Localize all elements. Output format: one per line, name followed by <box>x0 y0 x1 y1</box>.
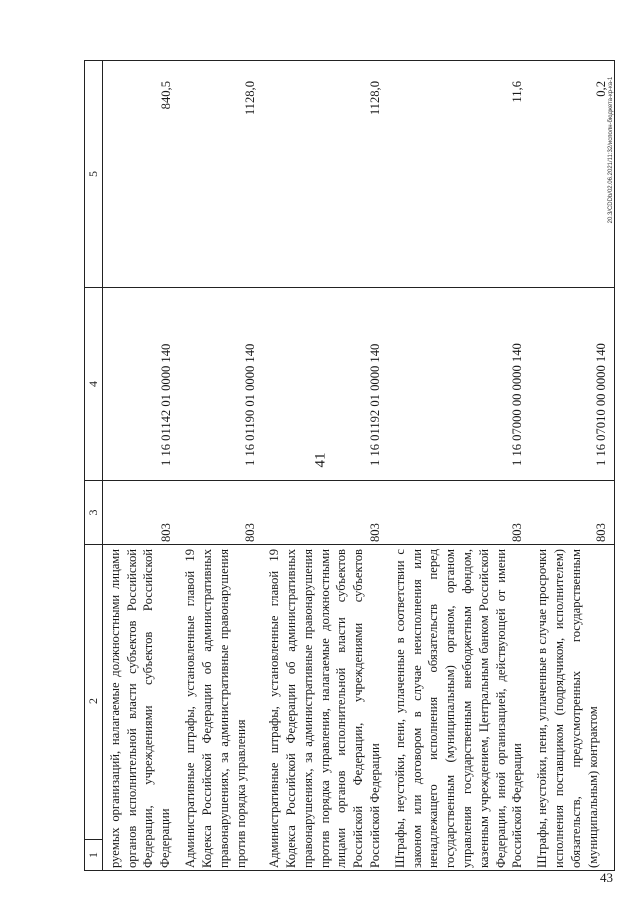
header-col-2-label: 2 <box>86 698 100 704</box>
row-admin-code: 803 <box>262 481 388 545</box>
header-col-1-label: 1 <box>85 839 102 870</box>
row-amount: 0,2 <box>530 61 614 288</box>
row-amount: 840,5 <box>102 61 178 288</box>
document-footer-stamp: 20.3/CDDb/02.06.2021/11:32/исполн-бюджета-кр-ка-1 <box>608 76 614 224</box>
table-row <box>102 61 178 871</box>
row-admin-code: 803 <box>102 481 178 545</box>
row-description: руемых организаций, налагаемые должностными лицами органов исполнительной власти субъектов Российской Федерации, учреждениями субъектов Российской Федерации <box>102 545 178 871</box>
header-col-2 <box>85 545 103 871</box>
page-number-top: 41 <box>312 452 329 468</box>
row-kbk-code: 1 16 01190 01 0000 140 <box>178 288 262 481</box>
row-description: Административные штрафы, установленные главой 19 Кодекса Российской Федерации об административных правонарушениях, за административные правонарушения против порядка управления <box>178 545 262 871</box>
row-amount: 11,6 <box>388 61 530 288</box>
row-kbk-code: 1 16 07010 00 0000 140 <box>530 288 614 481</box>
row-kbk-code: 1 16 01192 01 0000 140 <box>262 288 388 481</box>
table-row <box>178 61 262 871</box>
header-col-4: 4 <box>85 288 103 481</box>
table-row <box>262 61 388 871</box>
table-row <box>530 61 614 871</box>
row-description: Штрафы, неустойки, пени, уплаченные в соответствии с законом или договором в случае неисполнения или ненадлежащего исполнения обязательств перед государственным (муниципальным) органом, органом управления государственным внебюджетным фондом, казенным учреждением, Центральным банком Российской Федерации, иной организацией, действующей от имени Российской Федерации <box>388 545 530 871</box>
row-admin-code: 803 <box>388 481 530 545</box>
row-admin-code: 803 <box>178 481 262 545</box>
row-amount: 1128,0 <box>178 61 262 288</box>
row-kbk-code: 1 16 07000 00 0000 140 <box>388 288 530 481</box>
row-admin-code: 803 <box>530 481 614 545</box>
table-row <box>388 61 530 871</box>
revenue-table <box>84 60 615 871</box>
row-description: Штрафы, неустойки, пени, уплаченные в случае просрочки исполнения поставщиком (подрядчиком, исполнителем) обязательств, предусмотренных государственным (муниципальным) контрактом <box>530 545 614 871</box>
header-col-3: 3 <box>85 481 103 545</box>
rotated-table-container <box>84 61 608 871</box>
row-description: Административные штрафы, установленные главой 19 Кодекса Российской Федерации об административных правонарушениях, за административные правонарушения против порядка управления, налагаемые должностными лицами органов исполнительной власти субъектов Российской Федерации, учреждениями субъектов Российской Федерации <box>262 545 388 871</box>
header-col-5: 5 <box>85 61 103 288</box>
page-number-bottom: 43 <box>600 870 613 885</box>
header-row <box>85 61 103 871</box>
row-kbk-code: 1 16 01142 01 0000 140 <box>102 288 178 481</box>
row-amount: 1128,0 <box>262 61 388 288</box>
